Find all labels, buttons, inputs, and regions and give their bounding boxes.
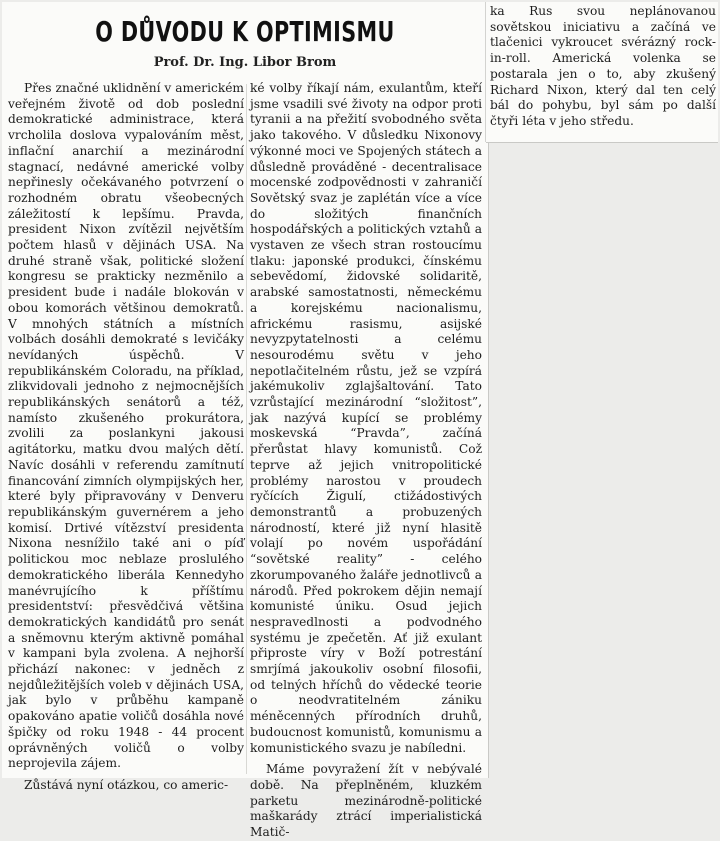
paragraph: Zůstává nyní otázkou, co americ- [24, 777, 229, 792]
paragraph: Máme povyražení žít v nebývalé době. Na přeplněném, kluzkém parketu mezinárodně-politické maškarády ztrácí imperialistická Matič- [250, 762, 482, 840]
article-column-2 [250, 81, 482, 840]
paragraph: Přes značné uklidnění v americkém veřejném životě od dob poslední demokratické administrace, která vrcholila doslova vypalováním měst, inflační anarchií a mezinárodní stagnací, nedávné americké volby nepřinesly očekávaného potvrzení o rozhodném obratu všeobecných záležitostí k lepšímu. Pravda, president Nixon zvítězil největším počtem hlasů v dějinách USA. Na druhé straně však, politické složení kongresu se prakticky nezměnilo a president bude i nadále blokován v obou komorách většinou demokratů. V mnohých státních a místních volbách dosáhli demokraté s levičáky nevídaných úspěchů. V republikánském Coloradu, na příklad, zlikvidovali jednoho z nejmocnějších republikánských senátorů a též, namísto zkušeného prokurátora, zvolili za poslankyni jakousi agitátorku, matku dvou malých dětí. Navíc dosáhli v referendu zamítnutí financování zimních olympijských her, které byly připravovány v Denveru republikánským guvernérem a jeho komisí. Drtivé vítězství presidenta Nixona nesnížilo také ani o píď politickou moc neblaze proslulého demokratického liberála Kennedyho manévrujícího k příštímu presidentství: přesvědčivá většina demokratických kandidátů pro senát a sněmovnu kterým aktivně pomáhal v kampani byla zvolena. A nejhorší přichází nakonec: v jedněch z nejdůležitějších voleb v dějinách USA, jak bylo v průběhu kampaně opakováno apatie voličů dosáhla nové špičky od roku 1948 - 44 procent oprávněných voličů o volby neprojevila zájem. [8, 81, 244, 771]
paragraph: ké volby říkají nám, exulantům, kteří jsme vsadili své životy na odpor proti tyranii a na přežití svobodného světa jako takového. V důsledku Nixonovy výkonné moci ve Spojených státech a důsledně prováděné - decentralisace mocenské zodpovědnosti v zahraničí Sovětský svaz je zaplétán více a více do složitých finančních hospodářských a politických vztahů a vystaven ze všech stran rostoucímu tlaku: japonské produkci, čínskému sebevědomí, židovské solidaritě, arabské samostatnosti, německému a korejskému nacionalismu, africkému rasismu, asijské nevyzpytatelnosti a celému nesourodému světu v jeho nepotlačitelném růstu, jež se vzpírá jakémukoliv zglajšaltování. Tato vzrůstající mezinárodní “složitost”, jak nazývá kupící se problémy moskevská “Pravda”, začíná přerůstat hlavy komunistů. Což teprve až jejich vnitropolitické problémy narostou v proudech ryčících Žigulí, ctižádostivých demonstrantů a probuzených národností, které již nyní hlasitě volají po novém uspořádání “sovětské reality” - celého zkorumpovaného žaláře jednotlivců a národů. Před pokrokem dějin nemají komunisté úniku. Osud jejich nespravedlnosti a podvodného systému je zpečetěn. Ať již exulant připroste víry v Boží potrestání smrjímá jakoukoliv osobní filosofii, od telných hříchů do vědecké teorie o neodvratitelném zániku méněcenných přírodních druhů, budoucnost komunistů, komunismu a komunistického svazu je nabíledni. [250, 81, 482, 755]
column-divider [246, 84, 247, 774]
article-column-1 [8, 81, 244, 792]
article-author: Prof. Dr. Ing. Libor Brom [153, 55, 337, 70]
paragraph: ka Rus svou neplánovanou sovětskou iniciativu a začíná ve tlačenici vykroucet svérázný rock-in-roll. Americká volenka se postarala jen o to, aby zkušený Richard Nixon, který dal ten celý bál do pohybu, byl sám po další čtyři léta v jeho středu. [490, 4, 716, 128]
article-column-3 [486, 2, 718, 134]
article-title: O DŮVODU K OPTIMISMU [95, 15, 395, 48]
